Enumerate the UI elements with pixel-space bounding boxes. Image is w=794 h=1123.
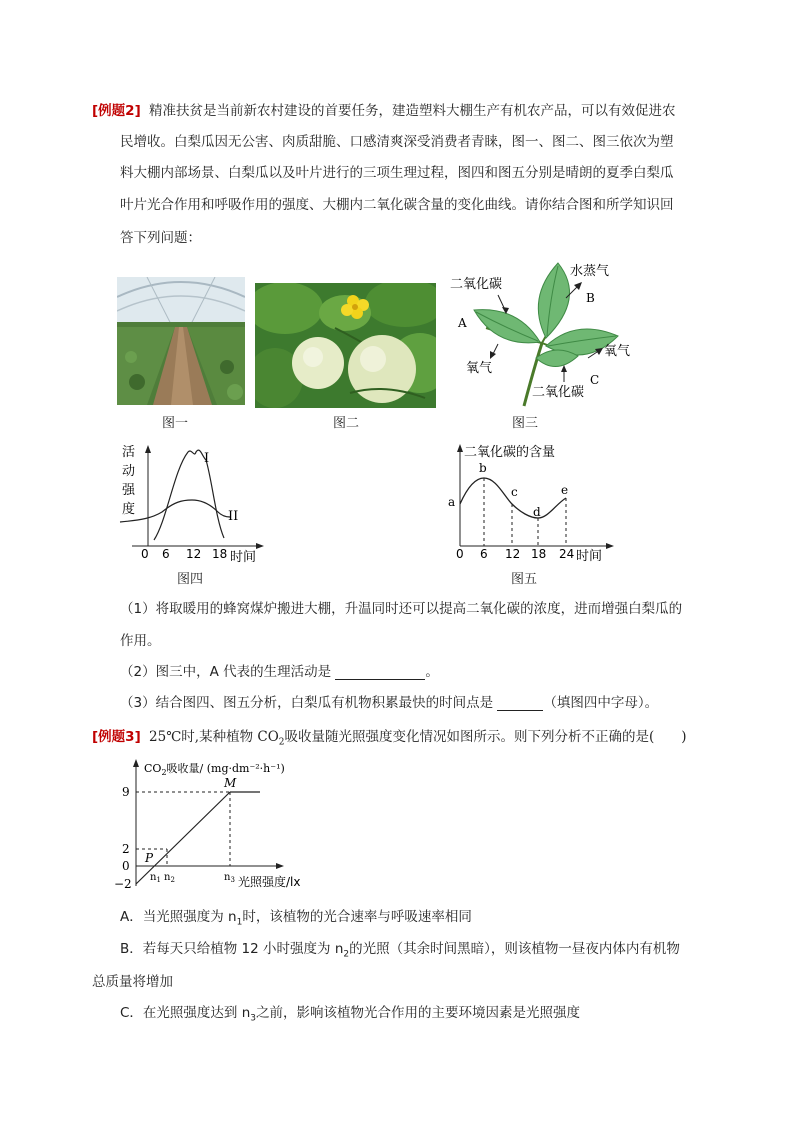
example2-line5: 答下列问题： bbox=[120, 230, 201, 246]
fig5-tick-18: 18 bbox=[531, 547, 547, 561]
chart-line-rise bbox=[136, 792, 230, 884]
chart-n2: $n_2$ bbox=[164, 872, 175, 884]
co2-light-chart bbox=[112, 756, 322, 892]
fig4-tick-6: 6 bbox=[162, 547, 170, 561]
chart-n1: $n_1$ bbox=[150, 872, 161, 884]
chart-xlabel: 光照强度/lx bbox=[238, 875, 301, 889]
chart-ylabel: $CO_2$吸收量/ (mg·dm⁻²·h⁻¹) bbox=[144, 762, 285, 777]
fig4-curve-2 bbox=[120, 500, 230, 522]
label-c: C bbox=[590, 373, 600, 387]
label-co2-top: 二氧化碳 bbox=[450, 277, 503, 292]
chart-point-p: P bbox=[145, 851, 154, 865]
label-o2-left: 氧气 bbox=[466, 361, 493, 376]
example2-line1: [例题2] 精准扶贫是当前新农村建设的首要任务，建造塑料大棚生产有机农产品，可以有效促进农 bbox=[92, 103, 676, 119]
chart-y9: 9 bbox=[122, 785, 130, 799]
label-vapor: 水蒸气 bbox=[570, 264, 610, 279]
option-b-line2: 总质量将增加 bbox=[92, 974, 173, 990]
fig4-ylabel-4: 度 bbox=[122, 502, 136, 517]
fig5-ylabel: 二氧化碳的含量 bbox=[464, 445, 556, 460]
fig5-point-e: e bbox=[561, 483, 569, 497]
chart-yneg2: −2 bbox=[114, 877, 132, 891]
example3-stem: [例题3] 25℃时,某种植物 $CO_2$吸收量随光照强度变化情况如图所示。则下列分析不正确的是( ) bbox=[92, 729, 687, 748]
greenhouse-photo bbox=[117, 277, 245, 405]
fig4-curve-1 bbox=[154, 450, 224, 540]
question2: （2）图三中，A 代表的生理活动是 。 bbox=[120, 664, 439, 680]
question3-answer-blank[interactable] bbox=[497, 696, 543, 711]
chart-n3: $n_3$ bbox=[224, 872, 235, 884]
question2-answer-blank[interactable] bbox=[335, 665, 425, 680]
label-o2-right: 氧气 bbox=[604, 344, 631, 359]
fig5-point-a: a bbox=[448, 495, 456, 509]
fig5-point-c: c bbox=[511, 485, 518, 499]
caption-fig1: 图一 bbox=[162, 416, 189, 431]
chart-y2: 2 bbox=[122, 842, 130, 856]
fig5-tick-0: 0 bbox=[456, 547, 464, 561]
caption-fig5: 图五 bbox=[511, 572, 538, 587]
fig5-tick-24: 24 bbox=[559, 547, 575, 561]
fig4-curve-label-1: I bbox=[204, 451, 210, 466]
option-c: C．在光照强度达到 $n_3$之前，影响该植物光合作用的主要环境因素是光照强度 bbox=[120, 1005, 581, 1024]
fig5-point-d: d bbox=[533, 505, 541, 519]
example2-line3: 料大棚内部场景、白梨瓜以及叶片进行的三项生理过程，图四和图五分别是晴朗的夏季白梨瓜 bbox=[120, 165, 674, 181]
fig4-tick-0: 0 bbox=[141, 547, 149, 561]
chart-y0: 0 bbox=[122, 859, 130, 873]
fig4-ylabel-2: 动 bbox=[122, 464, 136, 479]
fig5-point-b: b bbox=[479, 461, 487, 475]
fig4-xlabel: 时间 bbox=[230, 550, 257, 564]
leaf-top bbox=[538, 263, 569, 338]
fig4-tick-12: 12 bbox=[186, 547, 202, 561]
caption-fig2: 图二 bbox=[333, 416, 360, 431]
example3-tag: [例题3] bbox=[92, 729, 141, 745]
question1-line1: （1）将取暖用的蜂窝煤炉搬进大棚，升温同时还可以提高二氧化碳的浓度，进而增强白梨瓜的 bbox=[120, 601, 683, 617]
fig5-tick-6: 6 bbox=[480, 547, 488, 561]
fig5-xlabel: 时间 bbox=[576, 549, 603, 564]
question1-line2: 作用。 bbox=[120, 633, 161, 649]
example2-tag: [例题2] bbox=[92, 103, 141, 119]
fig5-chart bbox=[444, 438, 624, 564]
caption-fig3: 图三 bbox=[512, 416, 539, 431]
fig4-ylabel-3: 强 bbox=[122, 483, 136, 498]
melon-photo bbox=[255, 283, 436, 408]
label-b: B bbox=[586, 291, 595, 305]
leaf-bottom bbox=[536, 350, 578, 367]
option-a: A．当光照强度为 $n_1$时，该植物的光合速率与呼吸速率相同 bbox=[120, 909, 472, 928]
fig4-ylabel-1: 活 bbox=[122, 445, 136, 460]
fig4-chart bbox=[112, 440, 272, 564]
example2-line4: 叶片光合作用和呼吸作用的强度、大棚内二氧化碳含量的变化曲线。请你结合图和所学知识回 bbox=[120, 197, 674, 213]
label-a: A bbox=[458, 316, 467, 330]
example2-line2: 民增收。白梨瓜因无公害、肉质甜脆、口感清爽深受消费者青睐，图一、图二、图三依次为塑 bbox=[120, 134, 674, 150]
option-b: B．若每天只给植物 12 小时强度为 $n_2$的光照（其余时间黑暗），则该植物一昼夜内体内有机物 bbox=[120, 941, 680, 960]
chart-point-m: M bbox=[224, 776, 237, 790]
leaf-diagram bbox=[446, 258, 646, 408]
fig4-curve-label-2: II bbox=[228, 509, 239, 524]
caption-fig4: 图四 bbox=[177, 572, 204, 587]
question3: （3）结合图四、图五分析，白梨瓜有机物积累最快的时间点是 （填图四中字母）。 bbox=[120, 695, 659, 711]
label-co2-bottom: 二氧化碳 bbox=[532, 385, 585, 400]
fig5-tick-12: 12 bbox=[505, 547, 521, 561]
fig4-tick-18: 18 bbox=[212, 547, 228, 561]
